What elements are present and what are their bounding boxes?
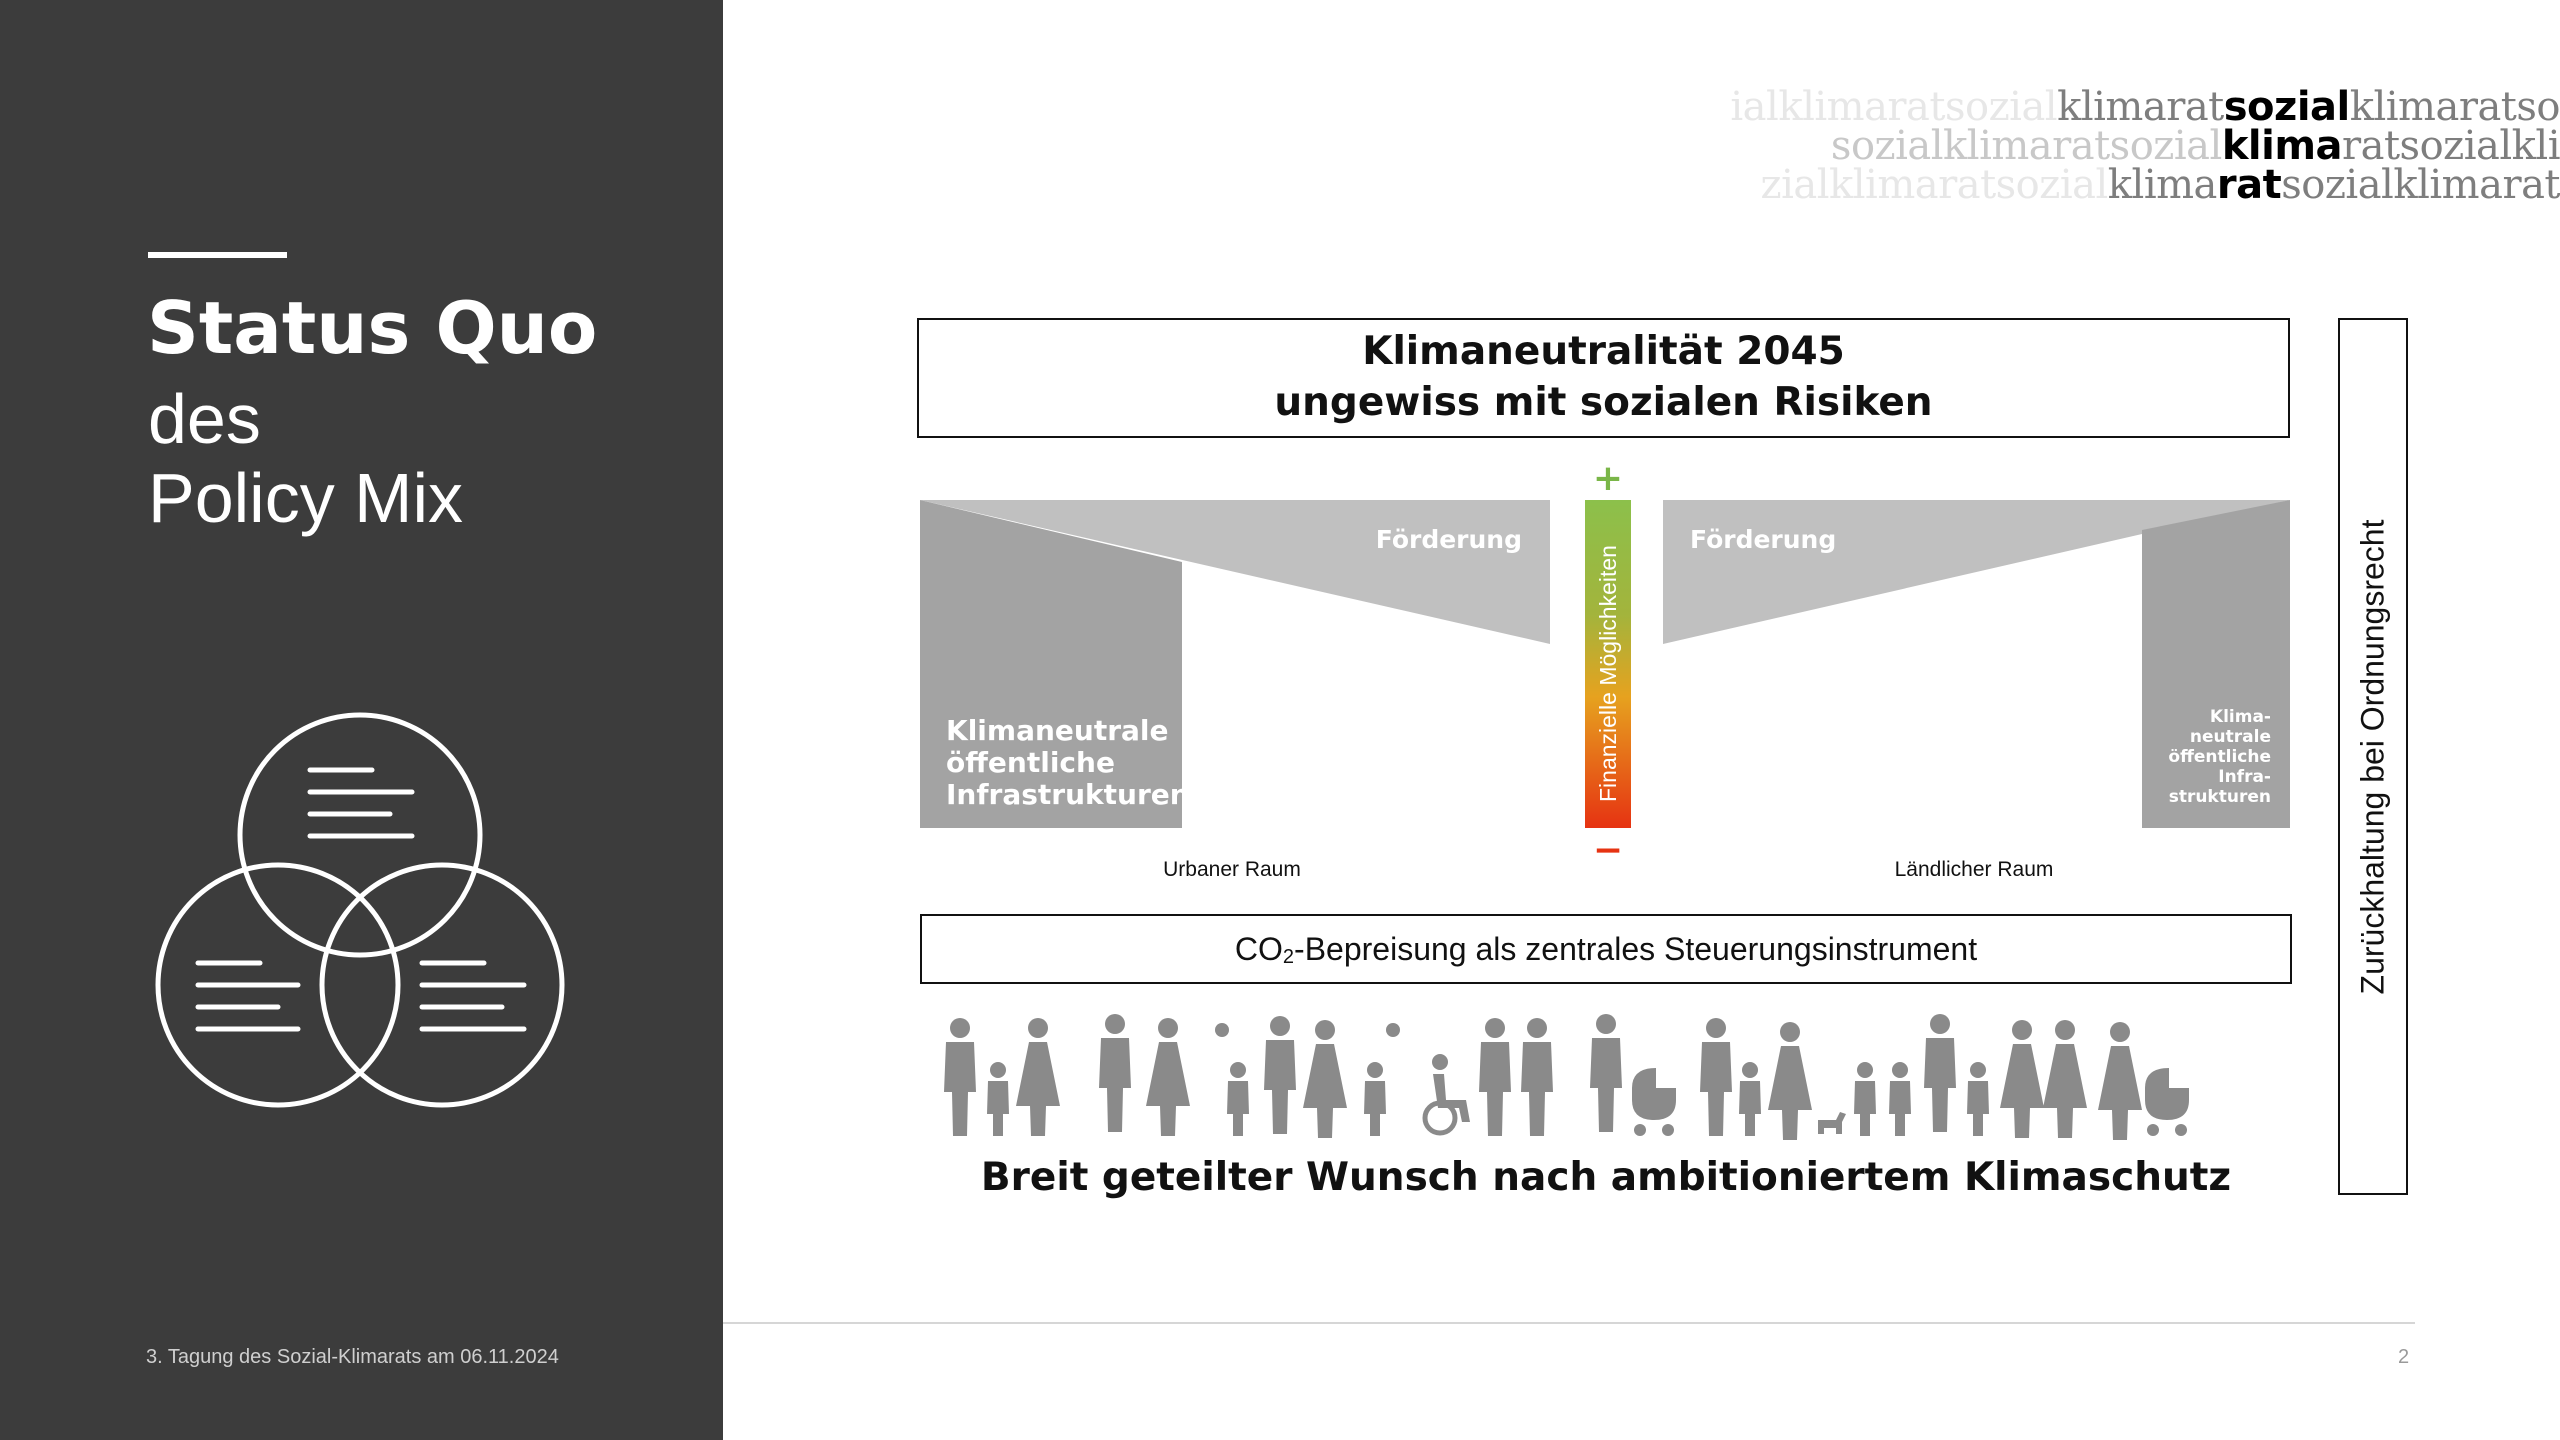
watermark-line-3 — [1760, 162, 2560, 208]
watermark-fade-text: ialklimaratsozial — [1730, 84, 2058, 130]
left-infra-label-line3: Infrastrukturen — [946, 778, 1190, 811]
watermark-text: sozialklimarat — [2281, 162, 2560, 208]
plus-sign: + — [1592, 460, 1624, 499]
left-infra-label-line2: öffentliche — [946, 746, 1115, 779]
watermark-bold-word: rat — [2216, 162, 2282, 208]
co2-subscript: 2 — [1282, 945, 1295, 968]
right-infra-label-line1: Klima- — [2209, 707, 2271, 727]
co2-text: -Bepreisung als zentrales Steuerungsinstrument — [1294, 930, 1978, 967]
watermark-line-1 — [1730, 84, 2560, 130]
wish-statement: Breit geteilter Wunsch nach ambitioniertem Klimaschutz — [980, 1155, 2232, 1200]
watermark-text: klima — [2107, 162, 2217, 208]
right-infra-label-line3: öffentliche — [2168, 747, 2271, 767]
watermark-text: klimaratso — [2349, 84, 2560, 130]
financial-possibilities-label: Finanzielle Möglichkeiten — [1595, 545, 1621, 802]
footer-divider — [723, 1322, 2415, 1324]
watermark-line-2 — [1830, 123, 2560, 169]
watermark-text: klimarat — [2057, 84, 2224, 130]
rural-area-label: Ländlicher Raum — [1894, 858, 2054, 881]
goal-title: Klimaneutralität 2045 — [1362, 329, 1845, 375]
left-panel — [0, 0, 723, 1440]
minus-sign: − — [1592, 830, 1624, 871]
left-support-label: Förderung — [1375, 525, 1522, 554]
venn-diagram-icon — [150, 700, 570, 1120]
co2-pricing-box — [920, 914, 2292, 984]
right-support-label: Förderung — [1690, 525, 1837, 554]
people-group-icon — [930, 1010, 2280, 1145]
goal-box — [917, 318, 2290, 438]
goal-subtitle: ungewiss mit sozialen Risiken — [1274, 380, 1933, 425]
right-infra-label-line2: neutrale — [2189, 727, 2271, 747]
page-number: 2 — [2398, 1346, 2410, 1368]
regulation-label: Zurückhaltung bei Ordnungsrecht — [2354, 519, 2391, 994]
right-infra-label-line5: strukturen — [2168, 787, 2271, 807]
left-infra-label-line1: Klimaneutrale — [946, 714, 1169, 747]
slide-title: Status Quo — [147, 286, 598, 370]
support-diagram — [900, 460, 2300, 890]
urban-area-label: Urbaner Raum — [1163, 858, 1301, 881]
regulation-side-box — [2338, 318, 2408, 1195]
right-infra-label-line4: Infra- — [2218, 767, 2271, 787]
footer-event-text: 3. Tagung des Sozial-Klimarats am 06.11.2024 — [146, 1346, 559, 1368]
watermark-fade-text: zialklimaratsozial — [1760, 162, 2108, 208]
watermark-bold-word: klima — [2221, 123, 2343, 169]
watermark-bold-word: sozial — [2223, 84, 2350, 130]
watermark-text: ratsozialkli — [2342, 123, 2560, 169]
slide-subtitle-line2: Policy Mix — [148, 459, 464, 537]
co2-prefix: CO — [1234, 930, 1283, 967]
watermark-text: sozialklimaratsozial — [1830, 123, 2222, 169]
slide-subtitle-line1: des — [148, 380, 261, 458]
title-rule — [148, 252, 287, 258]
